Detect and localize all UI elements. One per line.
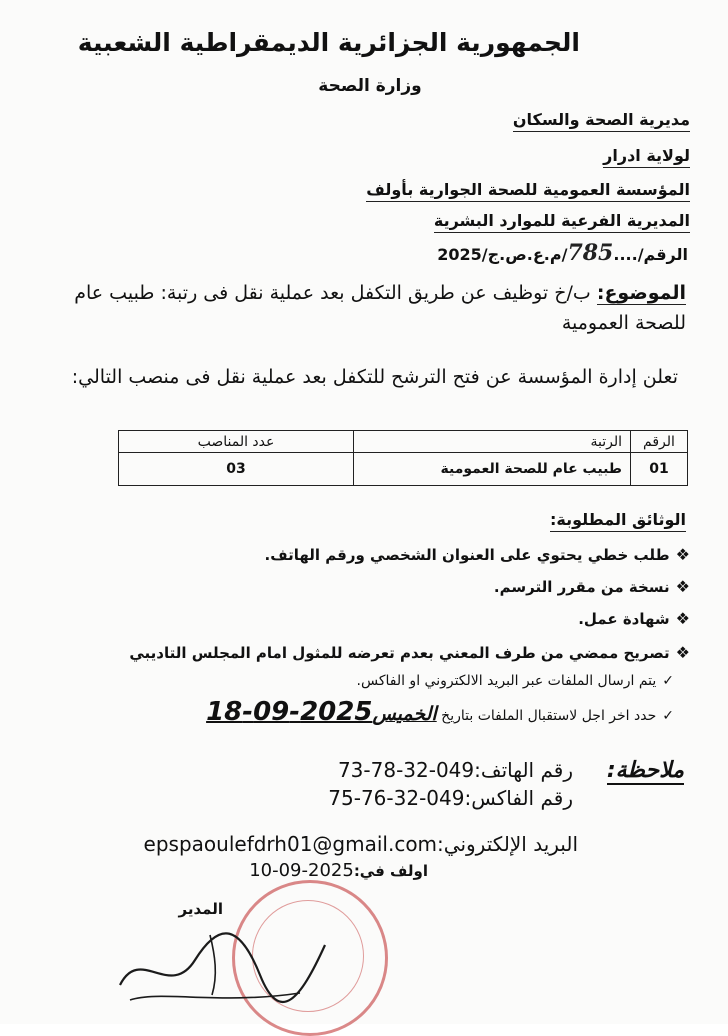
subject-label: الموضوع: [596, 282, 686, 304]
email-label: البريد الإلكتروني: [437, 832, 578, 856]
phone-line [338, 758, 573, 782]
document-item-text: نسخة من مقرر الترسم. [493, 578, 670, 596]
cell-count: 03 [119, 453, 354, 486]
email-address: epspaoulefdrh01@gmail.com [143, 832, 438, 856]
announcement: تعلن إدارة المؤسسة عن فتح الترشح للتكفل بعد عملية نقل فى منصب التالي: [71, 366, 678, 388]
document-item-text: تصريح ممضي من طرف المعني بعدم تعرضه للمثول امام المجلس التاديبي [129, 644, 670, 662]
required-documents-title: الوثائق المطلوبة: [550, 510, 686, 532]
republic-title: الجمهورية الجزائرية الديمقراطية الشعبية [77, 28, 580, 57]
diamond-bullet-icon: ❖ [675, 545, 690, 564]
issue-date: 2025-09-10 [249, 860, 354, 881]
list-item [578, 609, 690, 628]
phone-label: رقم الهاتف: [474, 758, 573, 782]
email-line [144, 832, 578, 856]
reference-handwritten-number: 785 [567, 240, 614, 266]
checkmark-icon: ✓ [662, 673, 674, 689]
cell-rank: طبيب عام للصحة العمومية [354, 453, 631, 486]
fax-label: رقم الفاكس: [464, 786, 573, 810]
note-label: ملاحظة: [606, 758, 684, 783]
list-item [129, 643, 690, 662]
checkmark-icon: ✓ [662, 708, 674, 724]
column-header-number: الرقم [631, 431, 688, 453]
table-header-row [119, 431, 688, 453]
list-item [265, 545, 690, 564]
positions-table [118, 430, 688, 486]
subdirectorate-text: المديرية الفرعية للموارد البشرية [434, 211, 690, 233]
deadline-day: الخميس [372, 703, 437, 725]
subdirectorate-line [434, 211, 690, 230]
institution-line [366, 180, 690, 199]
cell-number: 01 [631, 453, 688, 486]
institution-text: المؤسسة العمومية للصحة الجوارية بأولف [366, 180, 690, 202]
reference-label: الرقم/.... [613, 245, 688, 264]
fax-line [328, 786, 573, 810]
note-send [357, 673, 674, 689]
note-send-text: يتم ارسال الملفات عبر البريد الالكتروني او الفاكس. [356, 673, 657, 689]
column-header-count: عدد المناصب [119, 431, 354, 453]
director-title: المدير [178, 900, 223, 918]
place-label: اولف في: [353, 862, 428, 880]
reference-number [437, 240, 688, 266]
ministry-title: وزارة الصحة [318, 76, 422, 96]
subject [46, 278, 686, 338]
handwritten-signature [100, 905, 340, 1015]
diamond-bullet-icon: ❖ [675, 577, 690, 596]
directorate-line [513, 110, 690, 129]
document-item-text: طلب خطي يحتوي على العنوان الشخصي ورقم الهاتف. [264, 546, 670, 564]
fax-number: 049-32-76-75 [328, 786, 465, 810]
directorate-text: مديرية الصحة والسكان [513, 110, 690, 132]
document-item-text: شهادة عمل. [578, 610, 670, 628]
reference-suffix: /م.ع.ص.ج/2025 [437, 245, 568, 264]
subject-text: ب/خ توظيف عن طريق التكفل بعد عملية نقل فى رتبة: طبيب عام للصحة العمومية [74, 282, 686, 334]
note-deadline [206, 697, 674, 727]
column-header-rank: الرتبة [354, 431, 631, 453]
table-row [119, 453, 688, 486]
wilaya-text: لولاية ادرار [603, 146, 690, 168]
list-item [494, 577, 690, 596]
diamond-bullet-icon: ❖ [675, 643, 690, 662]
phone-number: 049-32-78-73 [337, 758, 475, 782]
deadline-text: حدد اخر اجل لاستقبال الملفات بتاريخ [441, 708, 657, 724]
wilaya-line [603, 146, 690, 165]
place-date [249, 860, 428, 881]
deadline-date: 2025-09-18 [206, 697, 373, 727]
diamond-bullet-icon: ❖ [675, 609, 690, 628]
